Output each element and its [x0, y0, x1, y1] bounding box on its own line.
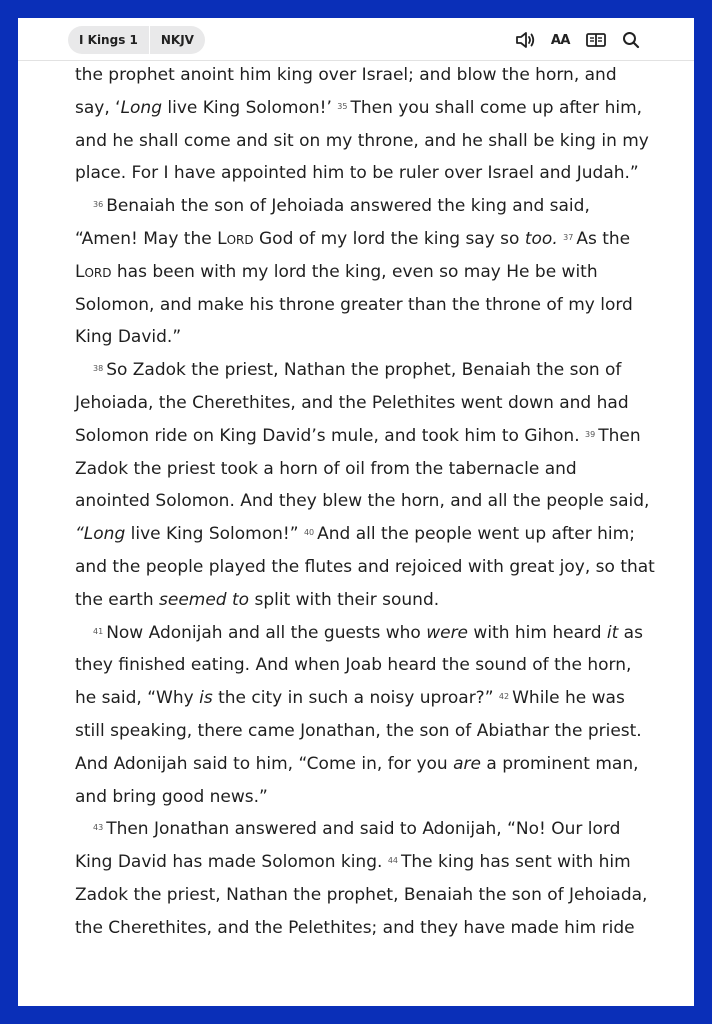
version-button[interactable]: NKJV	[160, 33, 194, 47]
verse-number[interactable]: 41	[93, 626, 104, 636]
italic-word: too.	[524, 228, 558, 249]
italic-word: Long	[120, 97, 162, 118]
verse-number[interactable]: 35	[337, 101, 348, 111]
passage-selector	[68, 26, 205, 54]
text-size-icon[interactable]: AA	[550, 32, 570, 48]
verse-text: live King Solomon!”	[125, 524, 299, 545]
verse-text: God of my lord the king say so	[253, 228, 525, 249]
verse-text: So Zadok the priest, Nathan the prophet, Benaiah the son of Jehoiada, the Cherethites, and the Pelethites went down and had Solomon ride on King David’s mule, and took him to Gihon.	[75, 360, 629, 446]
verse-text: with him heard	[468, 622, 607, 643]
paragraph	[75, 354, 655, 616]
verse-text: the prophet anoint him king over Israel; and blow the horn, and say,	[75, 65, 617, 118]
chapter-text	[75, 59, 655, 945]
lord-small-caps: Lord	[217, 228, 254, 249]
top-toolbar	[18, 18, 694, 61]
lord-small-caps: Lord	[75, 261, 112, 282]
verse-number[interactable]: 37	[563, 232, 574, 242]
speaker-icon[interactable]	[515, 28, 535, 52]
book-icon[interactable]	[586, 28, 606, 52]
verse-text: And all the people went up after him; and the people played the flutes and rejoiced with great joy, so that the earth	[75, 524, 655, 610]
reader-window	[18, 18, 694, 1006]
verse-text: The king has sent with him Zadok the priest, Nathan the prophet, Benaiah the son of Jehoiada, the Cherethites, and the Pelethites; and they have made him ride	[75, 852, 648, 938]
verse-text: As the	[576, 228, 631, 249]
quote-mark: ‘	[115, 97, 121, 118]
paragraph	[75, 59, 655, 190]
verse-number[interactable]: 44	[387, 856, 398, 866]
italic-word: are	[453, 753, 481, 774]
paragraph	[75, 190, 655, 354]
verse-number[interactable]: 38	[93, 364, 104, 374]
verse-number[interactable]: 40	[303, 528, 315, 538]
verse-number[interactable]: 39	[585, 429, 596, 439]
verse-text: While he was still speaking, there came Jonathan, the son of Abiathar the priest. And Adonijah said to him, “Come in, for you	[75, 688, 642, 774]
verse-text: live King Solomon!’	[162, 97, 332, 118]
paragraph	[75, 617, 655, 814]
italic-word: it	[606, 622, 619, 643]
verse-text: has been with my lord the king, even so may He be with Solomon, and make his throne greater than the throne of my lord King David.”	[75, 261, 633, 348]
toolbar-icons	[515, 28, 640, 52]
verse-text: Benaiah the son of Jehoiada answered the king and said, “Amen! May the	[75, 196, 590, 249]
verse-text: Then you shall come up after him, and he shall come and sit on my throne, and he shall be king in my place. For I have appointed him to be ruler over Israel and Judah.”	[75, 97, 649, 184]
verse-number[interactable]: 43	[93, 823, 104, 833]
search-icon[interactable]	[622, 28, 640, 52]
verse-number[interactable]: 42	[498, 692, 510, 702]
verse-text: the city in such a noisy uproar?”	[212, 688, 494, 709]
verse-text: a prominent man, and bring good news.”	[75, 753, 639, 807]
verse-number[interactable]: 36	[93, 200, 104, 210]
verse-text: Then Jonathan answered and said to Adonijah, “No! Our lord King David has made Solomon king.	[75, 819, 621, 873]
italic-word: is	[199, 688, 213, 709]
italic-word: “Long	[75, 524, 126, 545]
paragraph	[75, 813, 655, 944]
italic-word: seemed to	[159, 589, 250, 610]
verse-text: as they finished eating. And when Joab heard the sound of the horn, he said, “Why	[75, 622, 643, 709]
book-chapter-button[interactable]: I Kings 1	[79, 33, 138, 47]
verse-text: Now Adonijah and all the guests who	[106, 622, 427, 643]
italic-word: were	[426, 622, 469, 643]
verse-text: Then Zadok the priest took a horn of oil from the tabernacle and anointed Solomon. And they blew the horn, and all the people said,	[75, 425, 650, 512]
verse-text: split with their sound.	[249, 589, 440, 610]
